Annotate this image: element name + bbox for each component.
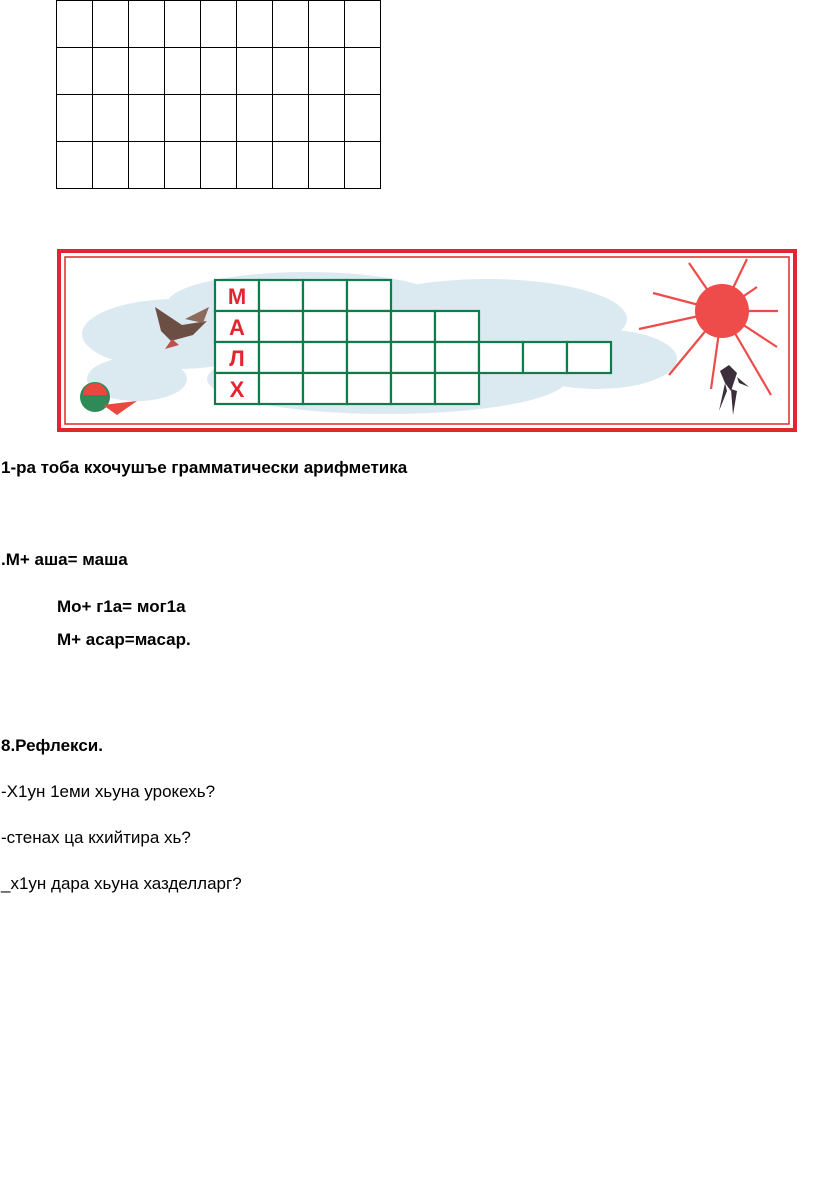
task-heading: 1-ра тоба кхочушъе грамматически арифметика — [1, 458, 408, 477]
crossword-illustration — [57, 249, 797, 432]
example-line: М+ асар=масар. — [57, 630, 191, 649]
reflection-question: -стенах ца кхийтира хь? — [1, 828, 191, 847]
crossword-letter: М — [227, 284, 247, 309]
crossword-letter: Л — [229, 346, 245, 371]
section-title: 8.Рефлекси. — [1, 736, 103, 755]
empty-answer-grid — [56, 0, 381, 189]
crossword-letter: А — [229, 315, 245, 340]
example-line: Мо+ г1а= мог1а — [57, 597, 186, 616]
reflection-question: -Х1ун 1еми хьуна урокехь? — [1, 782, 216, 801]
example-line: .М+ аша= маша — [1, 550, 128, 569]
crossword-letter: Х — [229, 377, 245, 402]
reflection-question: _х1ун дара хьуна хазделларг? — [1, 874, 242, 893]
